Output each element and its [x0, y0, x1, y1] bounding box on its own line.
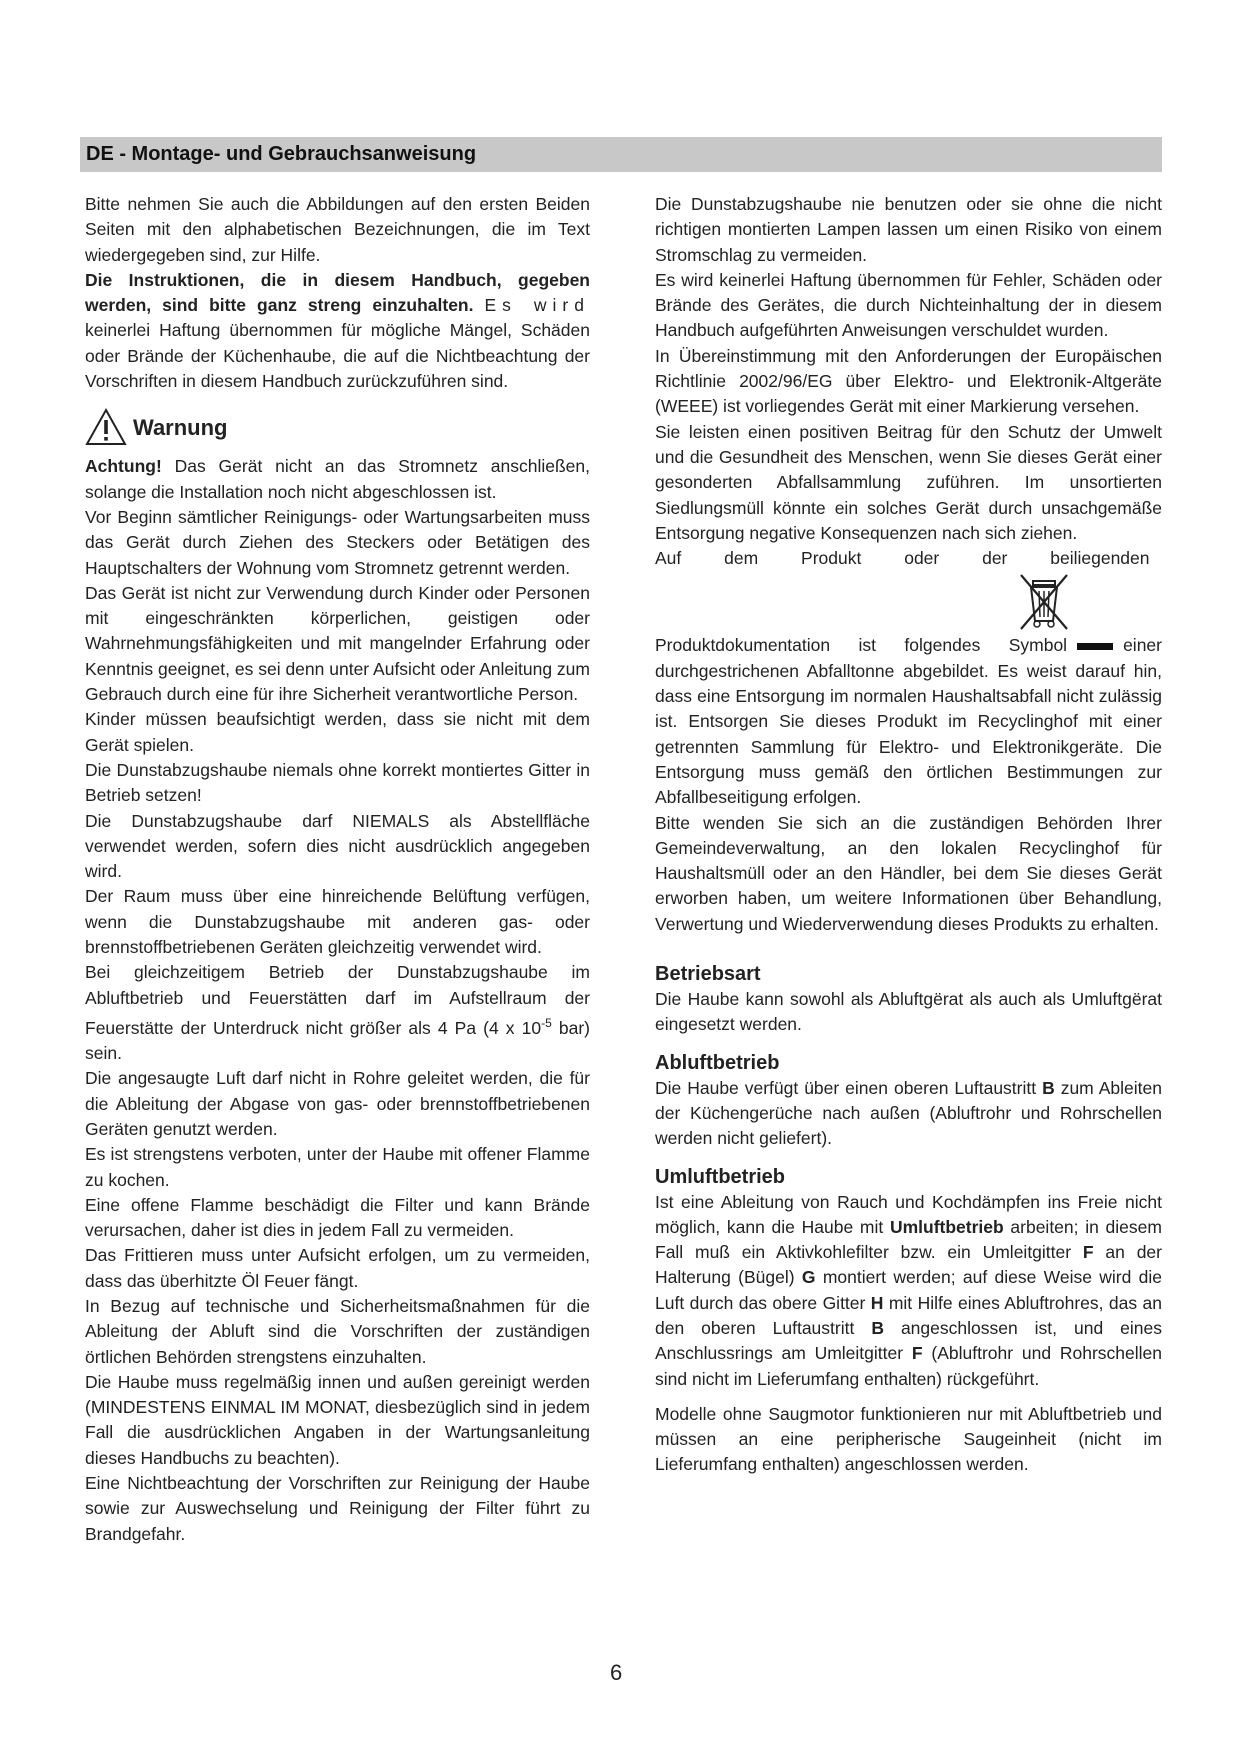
abluft-heading: Abluftbetrieb	[655, 1051, 780, 1074]
crossed-bin-icon	[1013, 571, 1075, 631]
umluft-label-h: H	[870, 1292, 884, 1313]
safety-paragraph: Die angesaugte Luft darf nicht in Rohre geleitet werden, die für die Ableitung der Abgase von gas- oder brennstoffbetriebenen Geräten genutzt werden.	[85, 1068, 590, 1139]
warning-triangle-icon	[85, 407, 127, 447]
safety-paragraph: Die Haube muss regelmäßig innen und außen gereinigt werden (MINDESTENS EINMAL IM MONAT, diesbezüglich sind in jedem Fall die ausdrücklichen Angaben in der Wartungsanleitung dieses Handbuchs zu beachten).	[85, 1371, 590, 1468]
warning-title: Warnung	[133, 414, 228, 440]
symbol-text: Produktdokumentation ist folgendes Symbol	[655, 635, 1068, 656]
umluft-label-b: B	[871, 1317, 884, 1338]
safety-paragraph: Die Dunstabzugshaube darf NIEMALS als Abstellfläche verwendet werden, sofern dies nicht ausdrücklich angegeben wird.	[85, 810, 590, 882]
umluft-text-7: (Abluftrohr und Rohrschellen sind nicht im Lieferumfang enthalten) rückgeführt.	[655, 1343, 1162, 1389]
safety-paragraph: Der Raum muss über eine hinreichende Belüftung verfügen, wenn die Dunstabzugshaube mit anderen gas- oder brennstoffbetriebenen Geräten gleichzeitig verwendet wird.	[85, 886, 590, 958]
page-number: 6	[610, 1660, 623, 1685]
product-line: Auf dem Produkt oder der beiliegenden	[655, 548, 1150, 569]
umluft-text-5: mit Hilfe eines Abluftrohres, das an den oberen Luftaustritt	[655, 1292, 1162, 1338]
warning-heading	[85, 400, 590, 454]
left-column	[85, 192, 590, 1547]
umluft-text-3: an der Halterung (Bügel)	[655, 1242, 1162, 1288]
umluft-text-2: arbeiten; in diesem Fall muß ein Aktivkohlefilter bzw. ein Umleitgitter	[655, 1216, 1162, 1263]
symbol-text-end: einer	[1123, 635, 1162, 656]
pressure-exponent: -5	[541, 1015, 552, 1030]
umluft-label-g: G	[801, 1267, 816, 1288]
intro-paragraph: Bitte nehmen Sie auch die Abbildungen auf den ersten Beiden Seiten mit den alphabetischen Bezeichnungen, die im Text wiedergegeben sind, zur Hilfe.	[85, 194, 590, 265]
pressure-unit: bar) sein.	[85, 1017, 590, 1064]
pressure-text: Bei gleichzeitigem Betrieb der Dunstabzugshaube im Abluftbetrieb und Feuerstätten darf im Aufstellraum der Feuerstätte der Unterdruck nicht größer als 4 Pa (4 x 10	[85, 962, 590, 1038]
section-header-bar	[80, 137, 1162, 172]
instructions-rest: keinerlei Haftung übernommen für mögliche Mängel, Schäden oder Brände der Küchenhaube, die auf die Nichtbeachtung der Vorschriften in diesem Handbuch zurückzuführen sind.	[85, 320, 590, 392]
right-paragraph: In Übereinstimmung mit den Anforderungen der Europäischen Richtlinie 2002/96/EG über Elektro- und Elektronik-Altgeräte (WEEE) ist vorliegendes Gerät mit einer Markierung versehen.	[655, 345, 1162, 417]
safety-paragraph: Das Frittieren muss unter Aufsicht erfolgen, um zu vermeiden, dass das überhitzte Öl Feuer fängt.	[85, 1245, 590, 1291]
symbol-rest: durchgestrichenen Abfalltonne abgebildet. Es weist darauf hin, dass eine Entsorgung im normalen Haushaltsabfall nicht zulässig ist. Entsorgen Sie dieses Produkt im Recyclinghof mit einer getrennten Sammlung für Elektro- und Elektronikgeräte. Die Entsorgung muss gemäß den örtlichen Bestimmungen zur Abfallbeseitigung erfolgen.	[655, 660, 1162, 808]
achtung-paragraph	[85, 454, 590, 505]
abluft-paragraph	[655, 1076, 1162, 1152]
instructions-bold: Die Instruktionen, die in diesem Handbuch, gegeben werden, sind bitte ganz streng einzuhalten.	[85, 269, 590, 316]
achtung-text: Das Gerät nicht an das Stromnetz anschließen, solange die Installation noch nicht abgeschlossen ist.	[85, 456, 590, 502]
safety-paragraph: Kinder müssen beaufsichtigt werden, dass sie nicht mit dem Gerät spielen.	[85, 709, 590, 755]
umluft-heading: Umluftbetrieb	[655, 1165, 785, 1188]
abluft-label-b: B	[1042, 1077, 1055, 1098]
black-bar-icon	[1077, 643, 1113, 650]
umluft-label-f: F	[1082, 1242, 1094, 1263]
betriebsart-heading: Betriebsart	[655, 963, 761, 986]
umluft-text: Ist eine Ableitung von Rauch und Kochdämpfen ins Freie nicht möglich, kann die Haube mit	[655, 1191, 1162, 1237]
right-paragraph: Sie leisten einen positiven Beitrag für den Schutz der Umwelt und die Gesundheit des Menschen, wenn Sie dieses Gerät einer gesonderten Abfallsammlung zuführen. Im unsortierten Siedlungsmüll könnte ein solches Gerät durch unsachgemäße Entsorgung negative Konsequenzen nach sich ziehen.	[655, 421, 1162, 543]
safety-paragraph: Es ist strengstens verboten, unter der Haube mit offener Flamme zu kochen.	[85, 1144, 590, 1190]
section-title: DE - Montage- und Gebrauchsanweisung	[86, 143, 477, 165]
instructions-paragraph	[85, 268, 590, 394]
umluft-paragraph	[655, 1190, 1162, 1392]
umluft-bold: Umluftbetrieb	[889, 1216, 1004, 1237]
abluft-text-2: zum Ableiten der Küchengerüche nach außen (Abluftrohr und Rohrschellen werden nicht geliefert).	[655, 1077, 1162, 1149]
safety-paragraph: Vor Beginn sämtlicher Reinigungs- oder Wartungsarbeiten muss das Gerät durch Ziehen des Steckers oder Betätigen des Hauptschalters der Wohnung vom Stromnetz getrennt werden.	[85, 506, 590, 578]
betriebsart-paragraph: Die Haube kann sowohl als Abluftgërat als auch als Umluftgërat eingesetzt werden.	[655, 989, 1162, 1035]
instructions-spaced: Es wird	[484, 295, 590, 316]
achtung-label: Achtung!	[85, 456, 162, 477]
safety-paragraph: Die Dunstabzugshaube niemals ohne korrekt montiertes Gitter in Betrieb setzen!	[85, 759, 590, 806]
umluft-text-4: montiert werden; auf diese Weise wird die Luft durch das obere Gitter	[655, 1267, 1162, 1313]
right-paragraph: Es wird keinerlei Haftung übernommen für Fehler, Schäden oder Brände des Gerätes, die durch Nichteinhaltung der in diesem Handbuch aufgeführten Anweisungen verschuldet wurden.	[655, 269, 1162, 341]
safety-paragraph: Eine Nichtbeachtung der Vorschriften zur Reinigung der Haube sowie zur Auswechselung und Reinigung der Filter führt zu Brandgefahr.	[85, 1473, 590, 1544]
umluft-text-6: angeschlossen ist, und eines Anschlussrings am Umleitgitter	[655, 1317, 1163, 1364]
pressure-paragraph	[85, 960, 590, 1066]
authority-paragraph: Bitte wenden Sie sich an die zuständigen Behörden Ihrer Gemeindeverwaltung, an den lokalen Recyclinghof für Haushaltsmüll oder an den Händler, bei dem Sie dieses Gerät erworben haben, um weitere Informationen über Behandlung, Verwertung und Wiederverwendung dieses Produkts zu erhalten.	[655, 812, 1162, 934]
safety-paragraph: Eine offene Flamme beschädigt die Filter und kann Brände verursachen, daher ist dies in jedem Fall zu vermeiden.	[85, 1194, 590, 1241]
symbol-line	[655, 633, 1162, 810]
safety-paragraph: In Bezug auf technische und Sicherheitsmaßnahmen für die Ableitung der Abluft sind die Vorschriften der zuständigen örtlichen Behörden strengstens einzuhalten.	[85, 1296, 590, 1367]
abluft-text: Die Haube verfügt über einen oberen Luftaustritt	[655, 1077, 1037, 1098]
right-column	[655, 192, 1162, 1478]
safety-paragraph: Das Gerät ist nicht zur Verwendung durch Kinder oder Personen mit eingeschränkten körperlichen, geistigen oder Wahrnehmungsfähigkeiten und mit mangelnder Erfahrung oder Kenntnis geeignet, es sei denn unter Aufsicht oder Anleitung zum Gebrauch durch eine für ihre Sicherheit verantwortliche Person.	[85, 582, 590, 705]
umluft-label-f2: F	[911, 1343, 923, 1364]
right-paragraph: Die Dunstabzugshaube nie benutzen oder sie ohne die nicht richtigen montierten Lampen lassen um einen Risiko von einem Stromschlag zu vermeiden.	[655, 194, 1162, 265]
models-paragraph: Modelle ohne Saugmotor funktionieren nur mit Abluftbetrieb und müssen an eine peripherische Saugeinheit (nicht im Lieferumfang enthalten) angeschlossen werden.	[655, 1403, 1162, 1475]
weee-symbol-wrap	[655, 571, 1162, 633]
